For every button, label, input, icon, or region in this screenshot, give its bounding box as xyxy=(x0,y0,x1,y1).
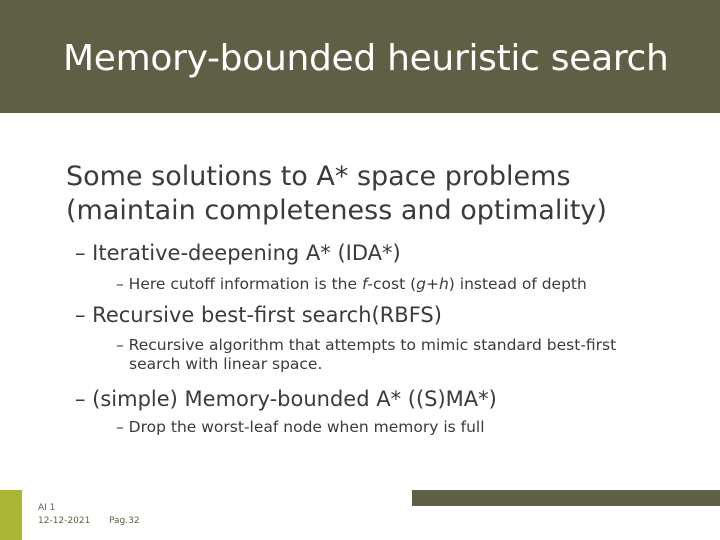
sub-bullet-ida-pre: – Here cutoff information is the xyxy=(116,275,362,293)
sub-bullet-sma: – Drop the worst-leaf node when memory is full xyxy=(116,418,485,436)
footer-date: 12-12-2021 xyxy=(38,516,91,526)
footer-accent-block xyxy=(0,490,22,540)
intro-text xyxy=(66,160,607,228)
footer-page-number: Pag.32 xyxy=(109,516,140,526)
sub-bullet-ida-post: ) instead of depth xyxy=(448,275,587,293)
intro-line-1: Some solutions to A* space problems xyxy=(66,161,571,192)
footer-bar xyxy=(412,490,720,506)
slide-title: Memory-bounded heuristic search xyxy=(63,38,669,79)
intro-line-2: (maintain completeness and optimality) xyxy=(66,195,607,226)
bullet-rbfs: – Recursive best-first search(RBFS) xyxy=(75,303,442,327)
sub-bullet-rbfs-line-1: – Recursive algorithm that attempts to mimic standard best-first xyxy=(116,336,617,354)
sub-bullet-rbfs-line-2: search with linear space. xyxy=(129,355,323,373)
bullet-sma: – (simple) Memory-bounded A* ((S)MA*) xyxy=(75,387,497,411)
sub-bullet-rbfs xyxy=(116,336,616,374)
f-symbol: f xyxy=(361,275,368,293)
bullet-ida: – Iterative-deepening A* (IDA*) xyxy=(75,241,401,265)
footer-course: AI 1 xyxy=(38,503,56,513)
g-plus-h-symbol: g+h xyxy=(416,275,449,293)
sub-bullet-ida xyxy=(116,275,587,294)
sub-bullet-ida-mid: -cost ( xyxy=(367,275,417,293)
